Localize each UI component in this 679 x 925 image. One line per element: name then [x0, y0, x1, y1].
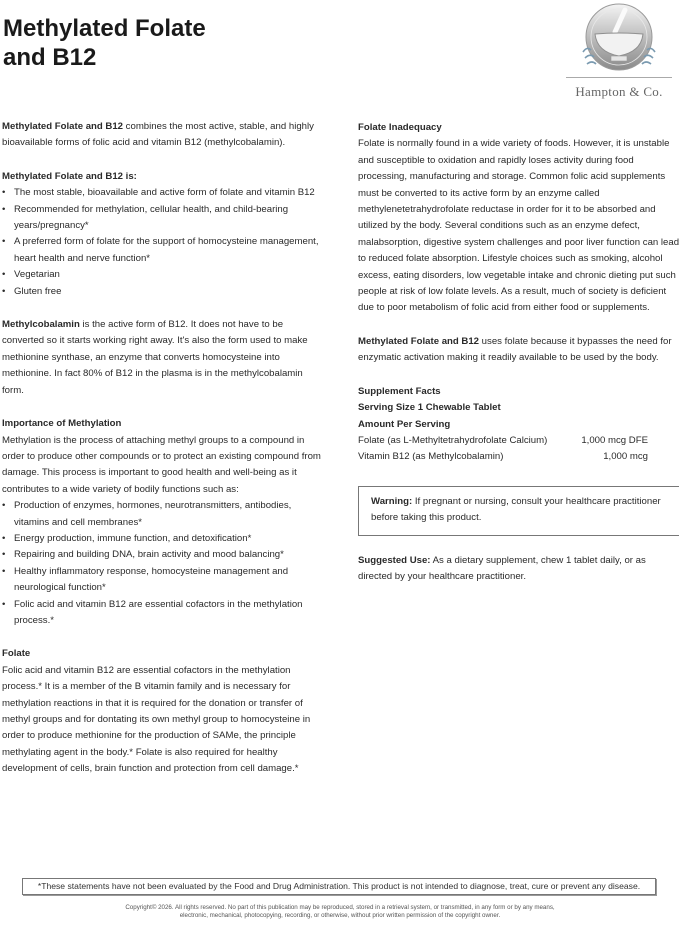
- left-column: [2, 119, 326, 778]
- facts-row-value: 1,000 mcg DFE: [581, 434, 648, 446]
- right-column: [358, 120, 679, 585]
- methylcobalamin-paragraph: [2, 317, 326, 399]
- list-item: • Recommended for methylation, cellular health, and child-bearing years/pregnancy*: [2, 202, 326, 235]
- list-item: • Gluten free: [2, 284, 326, 300]
- fda-disclaimer: *These statements have not been evaluated by the Food and Drug Administration. This product is not intended to diagnose, treat, cure or prevent any disease.: [22, 878, 656, 895]
- methylcobalamin-text: is the active form of B12. It does not have to be converted so it starts working right away. It's also the form used to make methionine synthase, an enzyme that converts homocysteine into methionine. In fact 80% of B12 in the plasma is in the methylcobalamin form.: [2, 319, 308, 396]
- intro-paragraph: [2, 119, 326, 152]
- list-item: • Folic acid and vitamin B12 are essential cofactors in the methylation process.*: [2, 597, 326, 630]
- list-item: • Healthy inflammatory response, homocysteine management and neurological function*: [2, 564, 326, 597]
- title-line-2: and B12: [3, 44, 97, 71]
- copyright-line-1: Copyright© 2026. All rights reserved. No part of this publication may be reproduced, stored in a retrieval system, or transmitted, in any form or by any means,: [125, 904, 555, 911]
- facts-row-name: Folate (as L-Methyltetrahydrofolate Calcium): [358, 434, 548, 446]
- uses-text: uses folate because it bypasses the need for enzymatic activation making it readily available to be used by the body.: [358, 335, 672, 364]
- methylcobalamin-bold: Methylcobalamin: [2, 319, 80, 331]
- list-item: • The most stable, bioavailable and active form of folate and vitamin B12: [2, 185, 326, 201]
- facts-row-value: 1,000 mcg: [603, 451, 648, 463]
- suggested-use-text: As a dietary supplement, chew 1 tablet daily, or as directed by your healthcare practitioner.: [358, 554, 646, 582]
- folate-heading: Folate: [2, 648, 31, 660]
- is-heading: Methylated Folate and B12 is:: [2, 170, 137, 182]
- intro-bold: Methylated Folate and B12: [2, 121, 124, 132]
- inadequacy-text: Folate is normally found in a wide variety of foods. However, it is unstable and susceptible to oxidation and rapidly loses activity during food processing, manufacturing and storage. Common folic acid supplements must be converted to its active form by an enzyme called methylenetetrahydrofolate reductase in order for it to be absorbed and utilized by the body. Several conditions such as an enzyme defect, malabsorption, digestive system challenges and poor liver function can lead to reduced folate absorption. Lifestyle choices such as smoking, alcohol excess, eating disorders, low vegetable intake and chronic dieting put such people at risk of low folate levels. As a result, much of society is deficient due to poor metabolism of folic acid from either food or supplements.: [358, 138, 679, 314]
- list-item: • Vegetarian: [2, 267, 326, 283]
- warning-text: If pregnant or nursing, consult your healthcare practitioner before taking this product.: [371, 495, 661, 524]
- intro-text: combines the most active, stable, and highly bioavailable forms of folic acid and vitamin B12 (methylcobalamin).: [2, 121, 314, 149]
- inadequacy-heading: Folate Inadequacy: [358, 122, 442, 133]
- facts-row-name: Vitamin B12 (as Methylcobalamin): [358, 451, 504, 463]
- folate-text: Folic acid and vitamin B12 are essential cofactors in the methylation process.* It is a member of the B vitamin family and is necessary for methylation reactions in that it is required for the donation or transfer of methyl groups and for dontating its own methyl group to homocysteine in order to produce methionine for the production of SAMe, the principle methylating agent in the body.* Folate is also required for healthy development of cells, brain function and protection from cell damage.*: [2, 664, 311, 775]
- list-item: • Repairing and building DNA, brain activity and mood balancing*: [2, 547, 326, 563]
- uses-paragraph: [358, 334, 679, 367]
- supplement-facts: [358, 384, 679, 466]
- importance-list: [2, 498, 326, 629]
- copyright: [20, 904, 660, 921]
- suggested-use-bold: Suggested Use:: [358, 554, 431, 566]
- suggested-use: [358, 553, 679, 586]
- importance-heading: Importance of Methylation: [2, 418, 122, 430]
- copyright-line-2: electronic, mechanical, photocopying, recording, or otherwise, without prior written permission of the copyright owner.: [179, 912, 501, 920]
- facts-row: [358, 449, 648, 465]
- list-item: • Production of enzymes, hormones, neurotransmitters, antibodies, vitamins and cell membranes*: [2, 498, 326, 531]
- is-list: [2, 185, 326, 300]
- serving-size: Serving Size 1 Chewable Tablet: [358, 402, 501, 414]
- list-item: • A preferred form of folate for the support of homocysteine management, heart health and nerve function*: [2, 234, 326, 267]
- amount-per-serving: Amount Per Serving: [358, 418, 451, 430]
- warning-box: [358, 486, 679, 536]
- list-item: • Energy production, immune function, and detoxification*: [2, 531, 326, 547]
- page-title: [3, 14, 206, 72]
- title-line-1: Methylated Folate: [3, 15, 206, 42]
- logo-divider: [566, 77, 672, 78]
- warning-bold: Warning:: [371, 495, 413, 507]
- facts-heading: Supplement Facts: [358, 385, 441, 397]
- importance-text: Methylation is the process of attaching methyl groups to a compound in order to produce other compounds or to protect an existing compound from damage. This process is important to good health and well-being as it contributes to a wide variety of bodily functions such as:: [2, 434, 321, 495]
- uses-bold: Methylated Folate and B12: [358, 335, 480, 347]
- brand-name: Hampton & Co.: [575, 84, 663, 99]
- facts-row: [358, 433, 648, 449]
